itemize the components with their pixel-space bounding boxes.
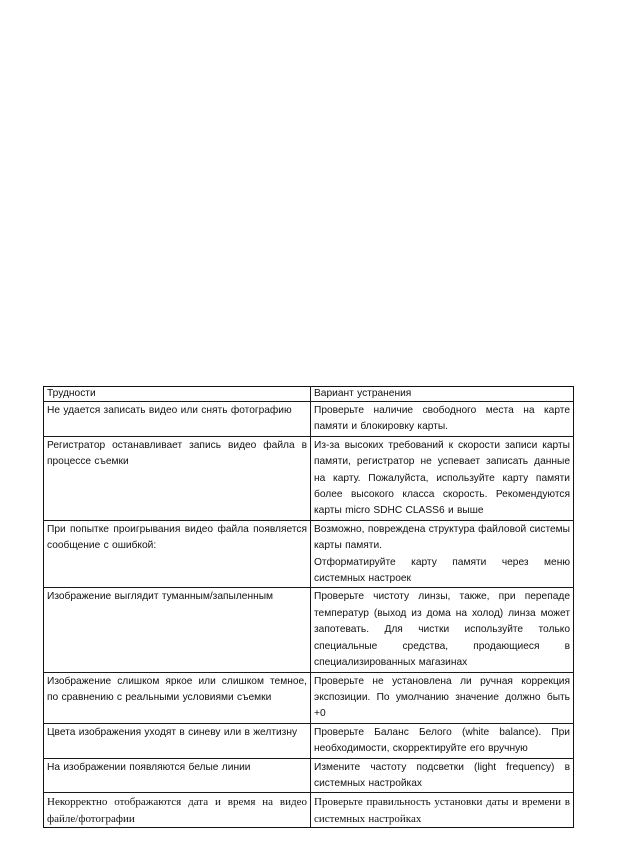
problem-cell: Изображение слишком яркое или слишком темное, по сравнению с реальными условиями съемки: [44, 672, 311, 723]
solution-cell: [311, 402, 574, 437]
solution-text: Проверьте чистоту линзы, также, при перепаде температур (выход из дома на холод) линза может запотевать. Для чистки используйте только специальные средства, продающиеся в специализированных магазинах: [314, 591, 570, 669]
table-row: [44, 588, 574, 672]
solution-text: Проверьте не установлена ли ручная коррекция экспозиции. По умолчанию значение должно быть +0: [314, 675, 570, 720]
solution-text: Проверьте правильность установки даты и времени в системных настройках: [314, 796, 570, 825]
table-row: [44, 758, 574, 793]
table-row: [44, 723, 574, 758]
problem-cell: При попытке проигрывания видео файла появляется сообщение с ошибкой:: [44, 520, 311, 588]
solution-cell: [311, 758, 574, 793]
table-row: [44, 793, 574, 828]
troubleshooting-table-container: [43, 386, 573, 828]
solution-text: Измените частоту подсветки (light frequency) в системных настройках: [314, 761, 570, 789]
table-row: [44, 520, 574, 588]
problem-cell: Регистратор останавливает запись видео файла в процессе съемки: [44, 436, 311, 520]
troubleshooting-table: [43, 386, 574, 828]
solution-cell: [311, 672, 574, 723]
header-solutions: Вариант устранения: [311, 387, 574, 402]
solution-text: Проверьте Баланс Белого (white balance). При необходимости, скорректируйте его вручную: [314, 726, 570, 755]
header-problems: Трудности: [44, 387, 311, 402]
solution-cell: [311, 723, 574, 758]
problem-cell: Не удается записать видео или снять фотографию: [44, 402, 311, 437]
solution-cell: [311, 436, 574, 520]
solution-cell: [311, 588, 574, 672]
table-header-row: [44, 387, 574, 402]
solution-cell: [311, 793, 574, 828]
problem-cell: Изображение выглядит туманным/запыленным: [44, 588, 311, 672]
solution-text: Возможно, повреждена структура файловой системы карты памяти.: [314, 523, 570, 552]
table-row: [44, 436, 574, 520]
problem-cell: На изображении появляются белые линии: [44, 758, 311, 793]
solution-text: Проверьте наличие свободного места на карте памяти и блокировку карты.: [314, 405, 570, 433]
solution-text: Из-за высоких требований к скорости записи карты памяти, регистратор не успевает записать данные на карту. Пожалуйста, используйте карту памяти более высокого класса скорость. Рекомендуются карты micro SDHC CLASS6 и выше: [314, 439, 570, 517]
table-row: [44, 672, 574, 723]
table-row: [44, 402, 574, 437]
solution-text: Отформатируйте карту памяти через меню системных настроек: [314, 556, 570, 585]
solution-cell: [311, 520, 574, 588]
problem-cell: Цвета изображения уходят в синеву или в желтизну: [44, 723, 311, 758]
problem-cell: Некорректно отображаются дата и время на видео файле/фотографии: [44, 793, 311, 828]
